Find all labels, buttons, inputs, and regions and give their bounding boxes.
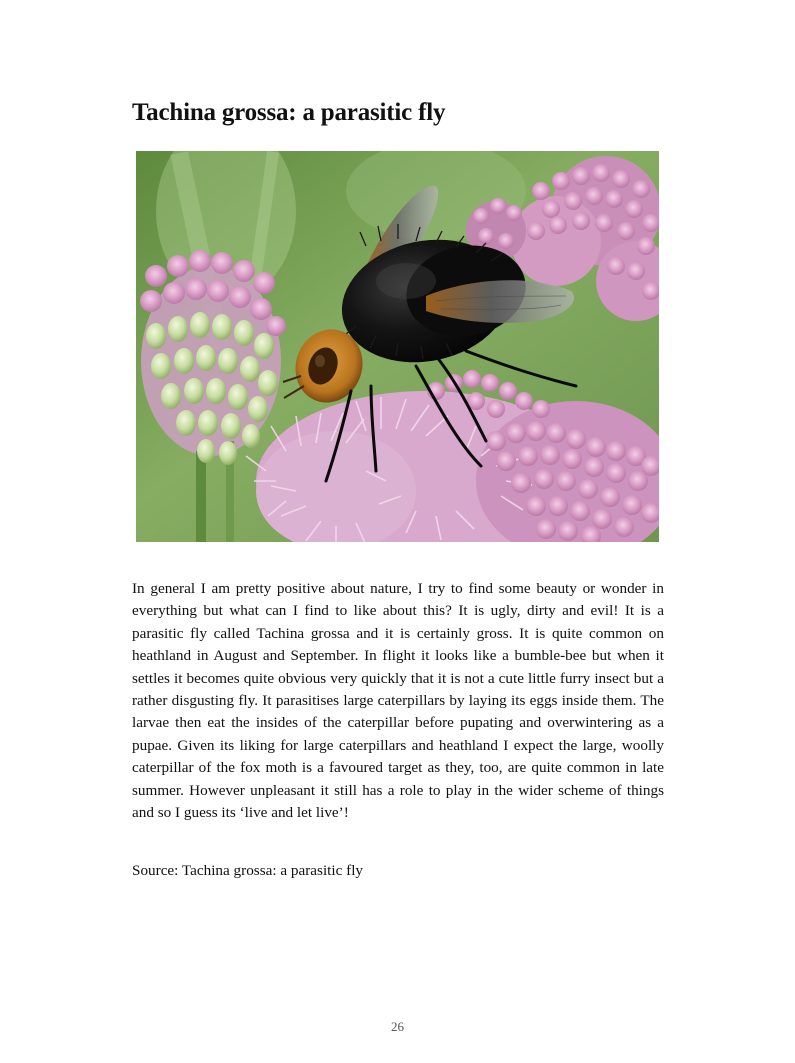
page-number: 26 [391, 1019, 404, 1034]
fly-on-flowers-photo [136, 151, 659, 542]
article-body: In general I am pretty positive about nature, I try to find some beauty or wonder in everything but what can I find to like about this? It is ugly, dirty and evil! It is a parasitic fly called Tachina grossa and it is certainly gross. It is quite common on heathland in August and September. In flight it looks like a bumble-bee but when it settles it becomes quite obvious very quickly that it is not a cute little furry insect but a rather disgusting fly. It parasitises large caterpillars by laying its eggs inside them. The larvae then eat the insides of the caterpillar before pupating and overwintering as a pupae. Given its liking for large caterpillars and heathland I expect the large, woolly caterpillar of the fox moth is a favoured target as they, too, are quite common in late summer. However unpleasant it still has a role to play in the wider scheme of things and so I guess its ‘live and let live’! [132, 580, 664, 822]
source-citation: Source: Tachina grossa: a parasitic fly [132, 862, 364, 879]
page-title: Tachina grossa: a parasitic fly [132, 99, 446, 126]
